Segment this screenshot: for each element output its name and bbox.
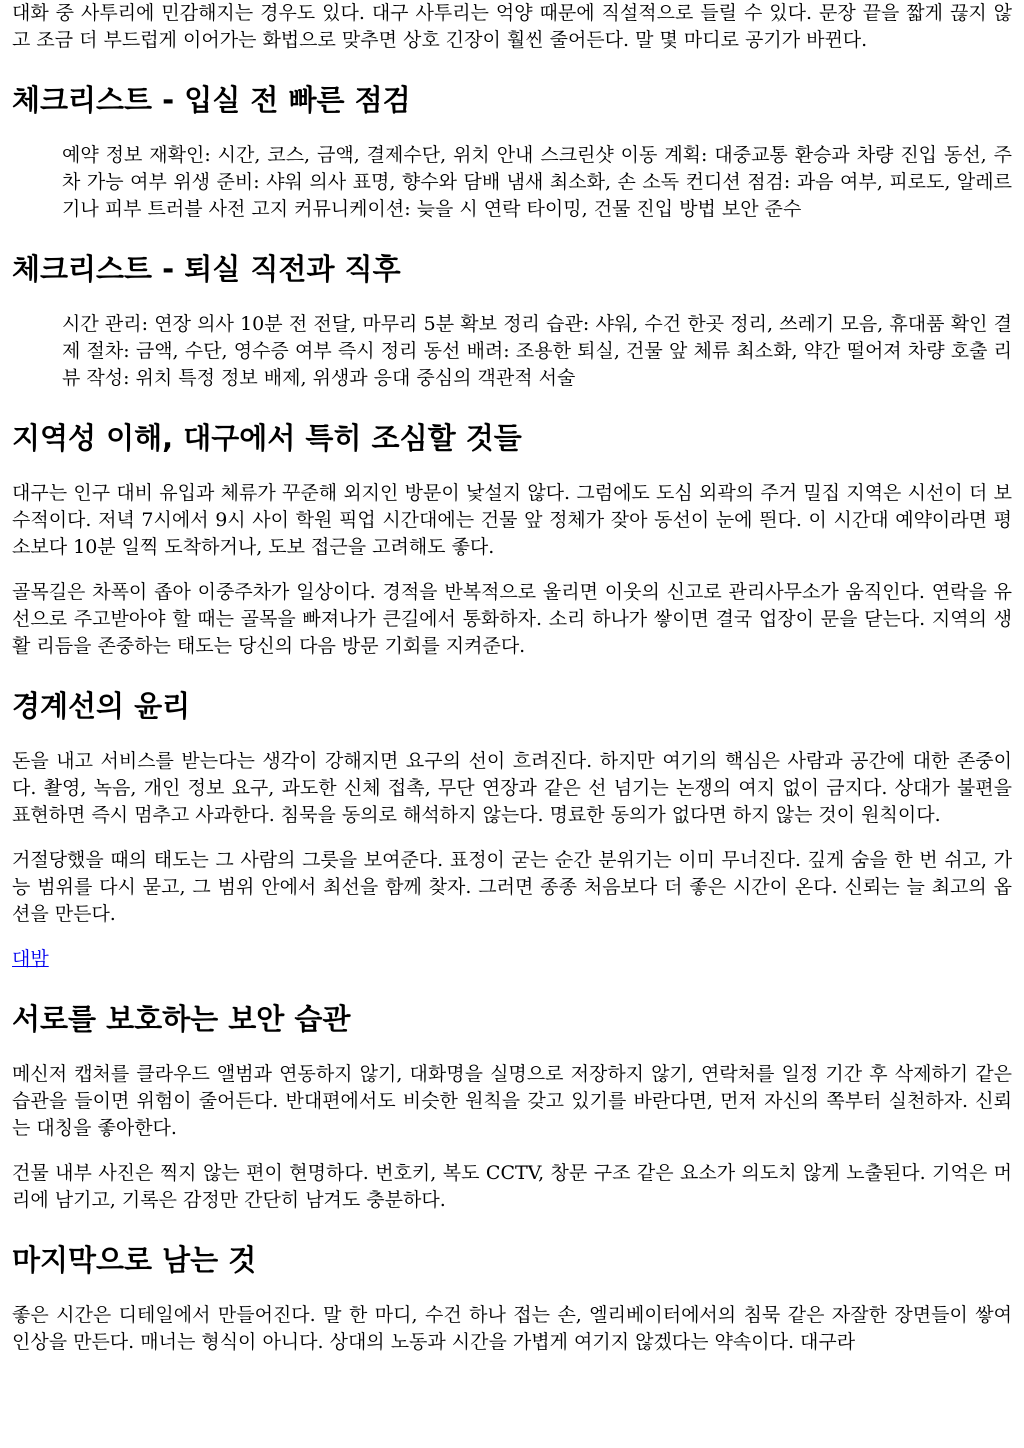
security-paragraph-2: 건물 내부 사진은 찍지 않는 편이 현명하다. 번호키, 복도 CCTV, 창문 구조 같은 요소가 의도치 않게 노출된다. 기억은 머리에 남기고, 기록은 감정만 간단히 남겨도 충분하다.: [12, 1162, 1012, 1211]
checklist-before-list: 예약 정보 재확인: 시간, 코스, 금액, 결제수단, 위치 안내 스크린샷 이동 계획: 대중교통 환승과 차량 진입 동선, 주차 가능 여부 위생 준비: 샤워 의사 표명, 향수와 담배 냄새 최소화, 손 소독 컨디션 점검: 과음 여부, 피로도, 알레르기나 피부 트러블 사전 고지 커뮤니케이션: 늦을 시 연락 타이밍, 건물 진입 방법 보안 준수: [62, 144, 1012, 220]
closing-heading: 마지막으로 남는 것: [12, 1243, 257, 1277]
intro-paragraph: 대화 중 사투리에 민감해지는 경우도 있다. 대구 사투리는 억양 때문에 직설적으로 들릴 수 있다. 문장 끝을 짧게 끊지 않고 조금 더 부드럽게 이어가는 화법으로 맞추면 상호 긴장이 훨씬 줄어든다. 말 몇 마디로 공기가 바뀐다.: [12, 2, 1012, 51]
local-paragraph-1: 대구는 인구 대비 유입과 체류가 꾸준해 외지인 방문이 낯설지 않다. 그럼에도 도심 외곽의 주거 밀집 지역은 시선이 더 보수적이다. 저녁 7시에서 9시 사이 학원 픽업 시간대에는 건물 앞 정체가 잦아 동선이 눈에 띈다. 이 시간대 예약이라면 평소보다 10분 일찍 도착하거나, 도보 접근을 고려해도 좋다.: [12, 482, 1012, 558]
security-heading: 서로를 보호하는 보안 습관: [12, 1002, 351, 1036]
ethics-paragraph-2: 거절당했을 때의 태도는 그 사람의 그릇을 보여준다. 표정이 굳는 순간 분위기는 이미 무너진다. 깊게 숨을 한 번 쉬고, 가능 범위를 다시 묻고, 그 범위 안에서 최선을 함께 찾자. 그러면 종종 처음보다 더 좋은 시간이 온다. 신뢰는 늘 최고의 옵션을 만든다.: [12, 849, 1012, 925]
link-paragraph: [12, 946, 1012, 973]
ethics-paragraph-1: 돈을 내고 서비스를 받는다는 생각이 강해지면 요구의 선이 흐려진다. 하지만 여기의 핵심은 사람과 공간에 대한 존중이다. 촬영, 녹음, 개인 정보 요구, 과도한 신체 접촉, 무단 연장과 같은 선 넘기는 논쟁의 여지 없이 금지다. 상대가 불편을 표현하면 즉시 멈추고 사과한다. 침묵을 동의로 해석하지 않는다. 명료한 동의가 없다면 하지 않는 것이 원칙이다.: [12, 750, 1012, 826]
checklist-after-heading: 체크리스트 - 퇴실 직전과 직후: [12, 252, 401, 286]
local-paragraph-2: 골목길은 차폭이 좁아 이중주차가 일상이다. 경적을 반복적으로 울리면 이웃의 신고로 관리사무소가 움직인다. 연락을 유선으로 주고받아야 할 때는 골목을 빠져나가 큰길에서 통화하자. 소리 하나가 쌓이면 결국 업장이 문을 닫는다. 지역의 생활 리듬을 존중하는 태도는 당신의 다음 방문 기회를 지켜준다.: [12, 581, 1012, 657]
closing-paragraph-1: 좋은 시간은 디테일에서 만들어진다. 말 한 마디, 수건 하나 접는 손, 엘리베이터에서의 침묵 같은 자잘한 장면들이 쌓여 인상을 만든다. 매너는 형식이 아니다. 상대의 노동과 시간을 가볍게 여기지 않겠다는 약속이다. 대구라: [12, 1304, 1012, 1353]
ethics-heading: 경계선의 윤리: [12, 689, 191, 723]
security-paragraph-1: 메신저 캡처를 클라우드 앨범과 연동하지 않기, 대화명을 실명으로 저장하지 않기, 연락처를 일정 기간 후 삭제하기 같은 습관을 들이면 위험이 줄어든다. 반대편에서도 비슷한 원칙을 갖고 있기를 바란다면, 먼저 자신의 쪽부터 실천하자. 신뢰는 대칭을 좋아한다.: [12, 1063, 1012, 1139]
local-heading: 지역성 이해, 대구에서 특히 조심할 것들: [12, 421, 522, 455]
daebam-link[interactable]: 대밤: [12, 948, 49, 970]
checklist-after-list: 시간 관리: 연장 의사 10분 전 전달, 마무리 5분 확보 정리 습관: 샤워, 수건 한곳 정리, 쓰레기 모음, 휴대품 확인 결제 절차: 금액, 수단, 영수증 여부 즉시 정리 동선 배려: 조용한 퇴실, 건물 앞 체류 최소화, 약간 떨어져 차량 호출 리뷰 작성: 위치 특정 정보 배제, 위생과 응대 중심의 객관적 서술: [62, 313, 1012, 389]
checklist-before-heading: 체크리스트 - 입실 전 빠른 점검: [12, 83, 411, 117]
